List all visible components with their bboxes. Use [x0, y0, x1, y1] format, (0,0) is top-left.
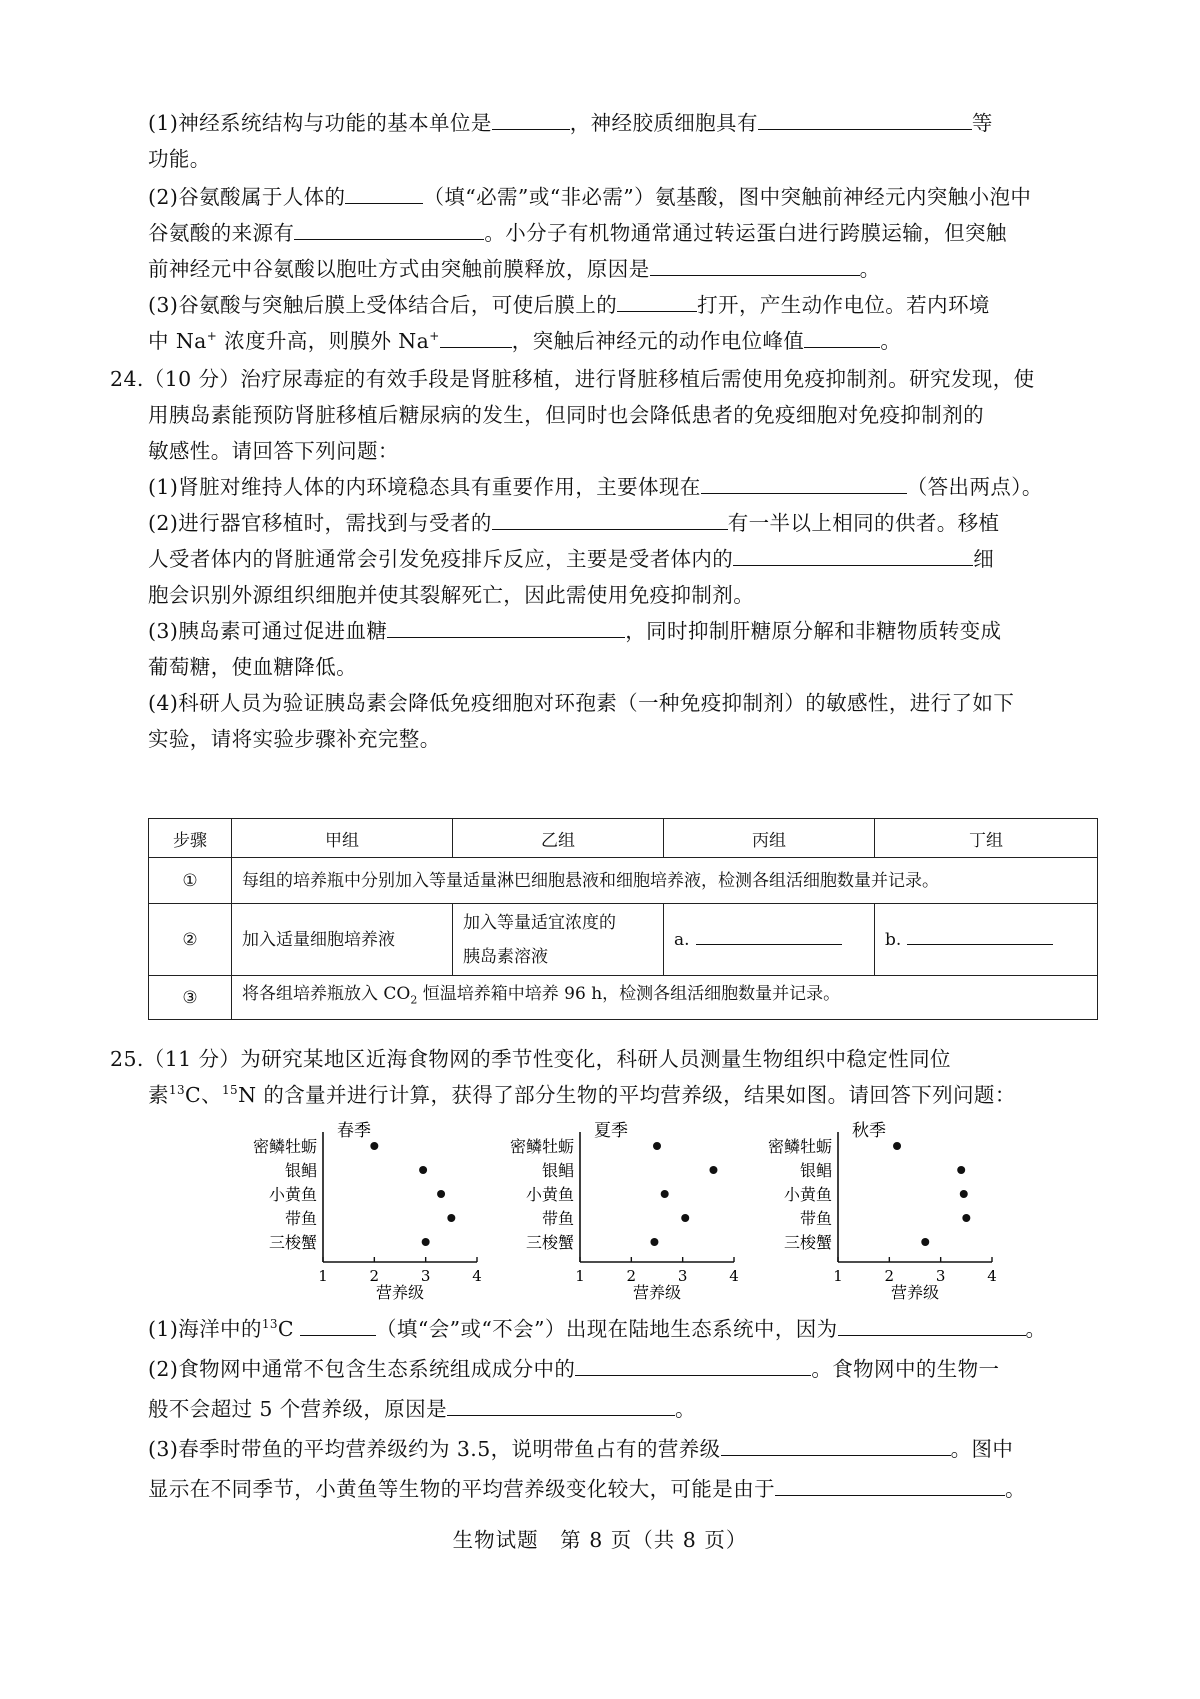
answer-blank: [758, 128, 972, 130]
text: 素: [148, 1083, 169, 1107]
category-label: 小黄鱼: [783, 1185, 832, 1204]
text: 将各组培养瓶放入 CO: [242, 984, 411, 1005]
table-header-cell: 乙组: [453, 819, 664, 858]
text: （填“会”或“不会”）出现在陆地生态系统中，因为: [376, 1317, 838, 1341]
text: 25.（11 分）为研究某地区近海食物网的季节性变化，科研人员测量生物组织中稳定性同位: [110, 1047, 951, 1071]
category-label: 三梭蟹: [268, 1233, 317, 1252]
data-point: [921, 1238, 929, 1246]
text: 。: [880, 329, 902, 353]
page-footer: 生物试题 第 8 页（共 8 页）: [452, 1528, 748, 1552]
superscript: +: [206, 329, 218, 344]
superscript: +: [429, 329, 440, 344]
data-point: [681, 1214, 689, 1222]
q23-part1-line2: [148, 140, 1098, 178]
group-jia-cell: 加入适量细胞培养液: [232, 904, 453, 976]
data-point: [893, 1142, 901, 1150]
x-tick-label: 4: [472, 1267, 482, 1285]
q24-part2-line1: [148, 504, 1098, 542]
q23-part2-line1: [148, 178, 1098, 216]
text: 实验，请将实验步骤补充完整。: [148, 727, 441, 751]
category-label: 银鲳: [799, 1161, 832, 1180]
text: 胞会识别外源组织细胞并使其裂解死亡，因此需使用免疫抑制剂。: [148, 583, 755, 607]
text: (2)进行器官移植时，需找到与受者的: [148, 511, 492, 535]
superscript: 15: [221, 1083, 239, 1098]
q24-part1: [148, 468, 1098, 506]
text: (3)谷氨酸与突触后膜上受体结合后，可使后膜上的: [148, 293, 618, 317]
q23-part2-line2: [148, 214, 1098, 252]
q24-stem-line1: [110, 360, 1060, 398]
text: C、: [184, 1083, 222, 1107]
text: 。: [859, 257, 881, 281]
answer-blank: [721, 1454, 951, 1456]
text: 。小分子有机物通常通过转运蛋白进行跨膜运输，但突触: [484, 221, 1007, 245]
data-point: [709, 1166, 717, 1174]
answer-blank: [696, 943, 842, 945]
superscript: 13: [261, 1317, 278, 1332]
text: (2)谷氨酸属于人体的: [148, 185, 346, 209]
q24-part2-line2: [148, 540, 1098, 578]
category-label: 银鲳: [284, 1161, 317, 1180]
answer-blank: [345, 202, 423, 204]
group-ding-cell: [875, 904, 1098, 976]
text: 。: [1025, 1317, 1047, 1341]
answer-blank: [907, 943, 1053, 945]
x-tick-label: 4: [987, 1267, 997, 1285]
text: 打开，产生动作电位。若内环境: [697, 293, 990, 317]
q23-part2-line3: [148, 250, 1098, 288]
cell-line: 加入等量适宜浓度的: [463, 912, 616, 933]
text: 。图中: [950, 1437, 1014, 1461]
text: 。食物网中的生物一: [811, 1357, 1000, 1381]
text: 细: [973, 547, 995, 571]
step-3-description: [232, 976, 1098, 1020]
category-label: 带鱼: [541, 1209, 574, 1228]
answer-blank: [447, 1414, 675, 1416]
answer-blank: [617, 310, 697, 312]
q24-stem-line3: [148, 432, 1098, 470]
data-point: [661, 1190, 669, 1198]
text: (1)神经系统结构与功能的基本单位是: [148, 111, 492, 135]
data-point: [419, 1166, 427, 1174]
text: ，神经胶质细胞具有: [569, 111, 758, 135]
x-tick-label: 1: [318, 1267, 328, 1285]
q25-part2-line2: [148, 1390, 1098, 1428]
category-label: 小黄鱼: [268, 1185, 317, 1204]
q23-part1-line1: [148, 104, 1098, 142]
q24-part3-line2: [148, 648, 1098, 686]
data-point: [370, 1142, 378, 1150]
text: 用胰岛素能预防肾脏移植后糖尿病的发生，但同时也会降低患者的免疫细胞对免疫抑制剂的: [148, 403, 984, 427]
table-header-cell: 丙组: [664, 819, 875, 858]
group-bing-cell: [664, 904, 875, 976]
data-point: [422, 1238, 430, 1246]
table-row: [149, 976, 1098, 1020]
data-point: [653, 1142, 661, 1150]
q25-stem-line1: [110, 1040, 1060, 1078]
x-axis-label: 营养级: [375, 1283, 425, 1302]
text: 浓度升高，则膜外 Na: [217, 329, 430, 353]
answer-blank: [575, 1374, 811, 1376]
text: (2)食物网中通常不包含生态系统组成成分中的: [148, 1357, 576, 1381]
answer-blank: [294, 238, 484, 240]
text: 有一半以上相同的供者。移植: [727, 511, 1000, 535]
x-tick-label: 1: [575, 1267, 585, 1285]
q24-part3-line1: [148, 612, 1098, 650]
text: 人受者体内的肾脏通常会引发免疫排斥反应，主要是受者体内的: [148, 547, 734, 571]
chart-title: 春季: [337, 1121, 371, 1141]
text: 恒温培养箱中培养 96 h，检测各组活细胞数量并记录。: [417, 984, 841, 1005]
text: 葡萄糖，使血糖降低。: [148, 655, 357, 679]
subscript: 2: [410, 993, 418, 1007]
q25-part3-line2: [148, 1470, 1098, 1508]
data-point: [962, 1214, 970, 1222]
category-label: 带鱼: [284, 1209, 317, 1228]
answer-blank: [387, 636, 625, 638]
x-tick-label: 3: [677, 1267, 688, 1285]
text: 中 Na: [148, 329, 207, 353]
x-tick-label: 3: [420, 1267, 431, 1285]
x-tick-label: 3: [935, 1267, 946, 1285]
cell-line: 胰岛素溶液: [463, 946, 548, 967]
answer-blank: [701, 492, 907, 494]
text: （填“必需”或“非必需”）氨基酸，图中突触前神经元内突触小泡中: [423, 185, 1032, 209]
q24-part4-line1: [148, 684, 1098, 722]
answer-blank: [733, 564, 973, 566]
q25-part1: [148, 1310, 1098, 1348]
q23-part3-line1: [148, 286, 1098, 324]
category-label: 带鱼: [799, 1209, 832, 1228]
category-label: 小黄鱼: [525, 1185, 574, 1204]
category-label: 银鲳: [541, 1161, 574, 1180]
category-label: 密鳞牡蛎: [252, 1137, 317, 1156]
text: (4)科研人员为验证胰岛素会降低免疫细胞对环孢素（一种免疫抑制剂）的敏感性，进行了如下: [148, 691, 1015, 715]
x-tick-label: 4: [729, 1267, 739, 1285]
text: 谷氨酸的来源有: [148, 221, 295, 245]
q24-part2-line3: [148, 576, 1098, 614]
trophic-level-charts: [0, 1100, 1200, 1310]
text: ，同时抑制肝糖原分解和非糖物质转变成: [625, 619, 1002, 643]
text: ，突触后神经元的动作电位峰值: [511, 329, 805, 353]
answer-blank: [775, 1494, 1005, 1496]
chart-title: 秋季: [852, 1121, 886, 1141]
x-axis-label: 营养级: [632, 1283, 682, 1302]
data-point: [960, 1190, 968, 1198]
table-header-row: [149, 819, 1098, 858]
blank-label-a: a.: [674, 929, 690, 950]
q23-part3-line2: [148, 322, 1098, 360]
chart-title: 夏季: [594, 1121, 628, 1141]
table-header-cell: 丁组: [875, 819, 1098, 858]
text: （答出两点）。: [906, 475, 1043, 499]
answer-blank: [300, 1334, 376, 1336]
answer-blank: [804, 346, 880, 348]
blank-label-b: b.: [885, 929, 902, 950]
text: 前神经元中谷氨酸以胞吐方式由突触前膜释放，原因是: [148, 257, 650, 281]
text: 。: [1005, 1477, 1026, 1501]
x-tick-label: 2: [369, 1267, 380, 1285]
step-1-description: 每组的培养瓶中分别加入等量适量淋巴细胞悬液和细胞培养液，检测各组活细胞数量并记录。: [232, 858, 1098, 904]
category-label: 三梭蟹: [783, 1233, 832, 1252]
data-point: [447, 1214, 455, 1222]
category-label: 密鳞牡蛎: [767, 1137, 832, 1156]
category-label: 密鳞牡蛎: [509, 1137, 574, 1156]
q25-part2-line1: [148, 1350, 1098, 1388]
data-point: [437, 1190, 445, 1198]
text: (3)春季时带鱼的平均营养级约为 3.5，说明带鱼占有的营养级: [148, 1437, 721, 1461]
step-number: ①: [149, 858, 232, 904]
text: N 的含量并进行计算，获得了部分生物的平均营养级，结果如图。请回答下列问题：: [238, 1083, 1016, 1107]
text: C: [277, 1317, 295, 1341]
text: (3)胰岛素可通过促进血糖: [148, 619, 388, 643]
q24-part4-line2: [148, 720, 1098, 758]
answer-blank: [440, 346, 512, 348]
table-row: [149, 904, 1098, 976]
x-tick-label: 1: [833, 1267, 843, 1285]
x-tick-label: 2: [626, 1267, 637, 1285]
text: 等: [971, 111, 993, 135]
text: 24.（10 分）治疗尿毒症的有效手段是肾脏移植，进行肾脏移植后需使用免疫抑制剂。研究发现，使: [110, 367, 1035, 391]
text: 般不会超过 5 个营养级，原因是: [148, 1397, 447, 1421]
experiment-steps-table: [148, 818, 1098, 1020]
text: (1)海洋中的: [148, 1317, 262, 1341]
x-tick-label: 2: [884, 1267, 895, 1285]
q25-part3-line1: [148, 1430, 1098, 1468]
answer-blank: [838, 1334, 1026, 1336]
answer-blank: [650, 274, 860, 276]
category-label: 三梭蟹: [525, 1233, 574, 1252]
superscript: 13: [168, 1083, 185, 1098]
text: 功能。: [148, 147, 211, 171]
table-row: [149, 858, 1098, 904]
table-header-cell: 步骤: [149, 819, 232, 858]
answer-blank: [492, 128, 570, 130]
answer-blank: [492, 528, 728, 530]
text: 显示在不同季节，小黄鱼等生物的平均营养级变化较大，可能是由于: [148, 1477, 775, 1501]
text: 敏感性。请回答下列问题：: [148, 439, 399, 463]
text: (1)肾脏对维持人体的内环境稳态具有重要作用，主要体现在: [148, 475, 701, 499]
step-number: ②: [149, 904, 232, 976]
q24-stem-line2: [148, 396, 1098, 434]
step-number: ③: [149, 976, 232, 1020]
table-header-cell: 甲组: [232, 819, 453, 858]
x-axis-label: 营养级: [890, 1283, 940, 1302]
data-point: [957, 1166, 965, 1174]
text: 。: [674, 1397, 696, 1421]
data-point: [650, 1238, 658, 1246]
group-yi-cell: [453, 904, 664, 976]
